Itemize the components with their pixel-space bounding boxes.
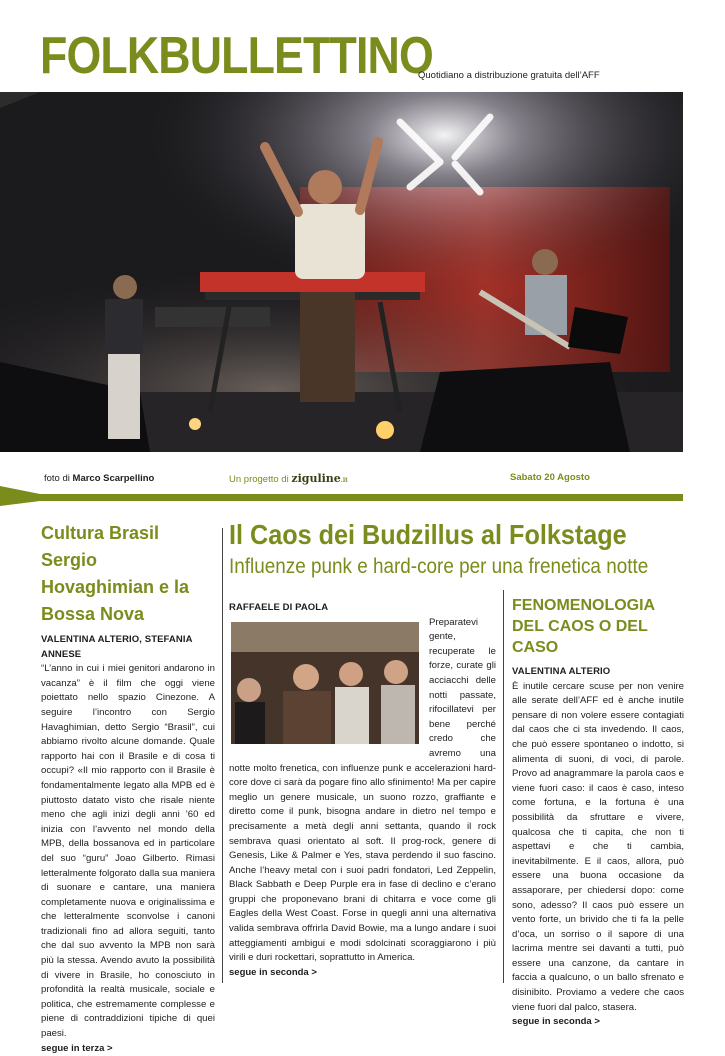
right-article-byline: VALENTINA ALTERIO bbox=[512, 666, 611, 677]
left-article bbox=[41, 520, 215, 1056]
right-article-title: FENOMENOLOGIA DEL CAOS O DEL CASO bbox=[512, 597, 655, 656]
right-article-body: È inutile cercare scuse per non venire alle serate dell’AFF ed è anche inutile pensare di non volere essere contagiati dal caos che ci sta invedendo. Il caos, che può essere spontaneo o indotto, si alimenta di suoni, di voci, di parole. Provo ad anagrammare la parola caos e viene fuori caso: il caos è caso, inteso come fortuna, e la fortuna è una possibilità da sfruttare e vivere, qualcosa che ti capita, che non ti aspettavi e che ti cambia, inevitabilmente. E il caos, allora, può essere una buona occasione da assaporare, per chiedersi dopo: come sono, adesso? Il caos può essere un vento forte, un brivido che ti fa la pelle d’oca, un sorriso o il sapore di una lacrima mentre sei davanti a tutti, può essere una canzone, da cantare in faccia a qualcuno, o un ballo sfrenato e disinibito. Proviamo a vedere che caos viene fuori dal palco, stasera. bbox=[512, 680, 684, 1013]
left-article-more-link[interactable]: segue in terza > bbox=[41, 1042, 113, 1054]
header-divider-band bbox=[0, 486, 683, 506]
ziguline-logo bbox=[291, 472, 348, 485]
main-article-more-link[interactable]: segue in seconda > bbox=[229, 966, 317, 978]
left-article-byline: VALENTINA ALTERIO, STEFANIA ANNESE bbox=[41, 634, 193, 660]
masthead-tagline: Quotidiano a distribuzione gratuita dell’AFF bbox=[418, 70, 600, 81]
main-article-title: Il Caos dei Budzillus al Folkstage bbox=[229, 519, 627, 550]
photo-corner-cut bbox=[0, 92, 40, 108]
concert-photo bbox=[0, 92, 683, 452]
project-credit bbox=[229, 472, 348, 485]
logo-suffix: .it bbox=[340, 477, 348, 484]
project-prefix: Un progetto di bbox=[229, 474, 289, 485]
logo-text: ziguline bbox=[291, 472, 341, 485]
left-article-body: “L’anno in cui i miei genitori andarono in vacanza” è il film che oggi viene poiettato nello spazio Cinezone. A seguire l’incontro con Sergio Havaghimian, detto Sergio “Brasil”, cui abbiamo rivolto alcune domande. Quale rapporto hai con il Brasile e di cosa ti occupi? «Il mio rapporto con il Brasile è fondamentalmente legato alla MPB ed è piuttosto datato visto che risale niente meno che agli inizi degli anni ’60 ed inizia con l’avvento nel mondo della MPB, della bossanova ed in particolare del suo “guru” Joao Gilberto. Rimasi letteralmente folgorato dalla sua maniera di suonare e cantare, una maniera completamente nuova e originalissima e che letteralmente sconvolse i canoni tradizionali fino ad allora seguiti, tanto che dal suo avvento la MPB non sarà più la stessa. Avendo avuto la possibilità di vivere in Brasile, ho conosciuto in profondità la realtà musicale, sociale e politica, che estremamente complesse e piene di contraddizioni tipiche di quei paesi. bbox=[41, 663, 215, 1040]
photo-credit bbox=[44, 473, 154, 484]
column-divider-left bbox=[222, 528, 223, 983]
credit-prefix: foto di bbox=[44, 473, 73, 484]
band-photo bbox=[231, 622, 419, 744]
column-divider-right bbox=[503, 590, 504, 983]
issue-date: Sabato 20 Agosto bbox=[510, 472, 590, 483]
masthead-title: FOLKBULLETTINO bbox=[40, 27, 433, 85]
main-article-body: Preparatevi gente, recuperate le forze, curate gli acciacchi delle notti passate, rifocillatevi per bene perché credo che avremo una notte molto frenetica, con influenze punk e accelerazioni hard-core dove ci sarà da pogare fino allo sfinimento! Ma per capire meglio un genere musicale, un suono rozzo, graffiante e diretto come il punk, bisogna andare in dietro nel tempo e precisamente a metà degli anni settanta, quando il rock sembrava quasi orientato al soft. Il prog-rock, genere di Genesis, Like & Palmer e Yes, stava perdendo il suo fascino. Anche l’heavy metal con i suoi padri fondatori, Led Zeppelin, Black Sabbath e Deep Purple era in fase di declino e c’erano gruppi che proponevano brani di chitarra e voce come gli Eagles della West Coast. Forse in quegli anni una alternativa valida sembrava offrirla David Bowie, ma a lungo andare i suoi atteggiamenti ambigui e modi sdolcinati scoraggiarono i più virili e duri rockettari, soprattutto in America. bbox=[229, 616, 496, 964]
main-article-byline: RAFFAELE DI PAOLA bbox=[229, 602, 329, 613]
right-article-more-link[interactable]: segue in seconda > bbox=[512, 1016, 600, 1028]
credit-name: Marco Scarpellino bbox=[72, 473, 155, 484]
main-article bbox=[229, 601, 496, 980]
main-article-subtitle: Influenze punk e hard-core per una frenetica notte bbox=[229, 555, 649, 578]
right-article bbox=[512, 595, 684, 1030]
left-article-title: Cultura Brasil Sergio Hovaghimian e la Bossa Nova bbox=[41, 523, 190, 624]
